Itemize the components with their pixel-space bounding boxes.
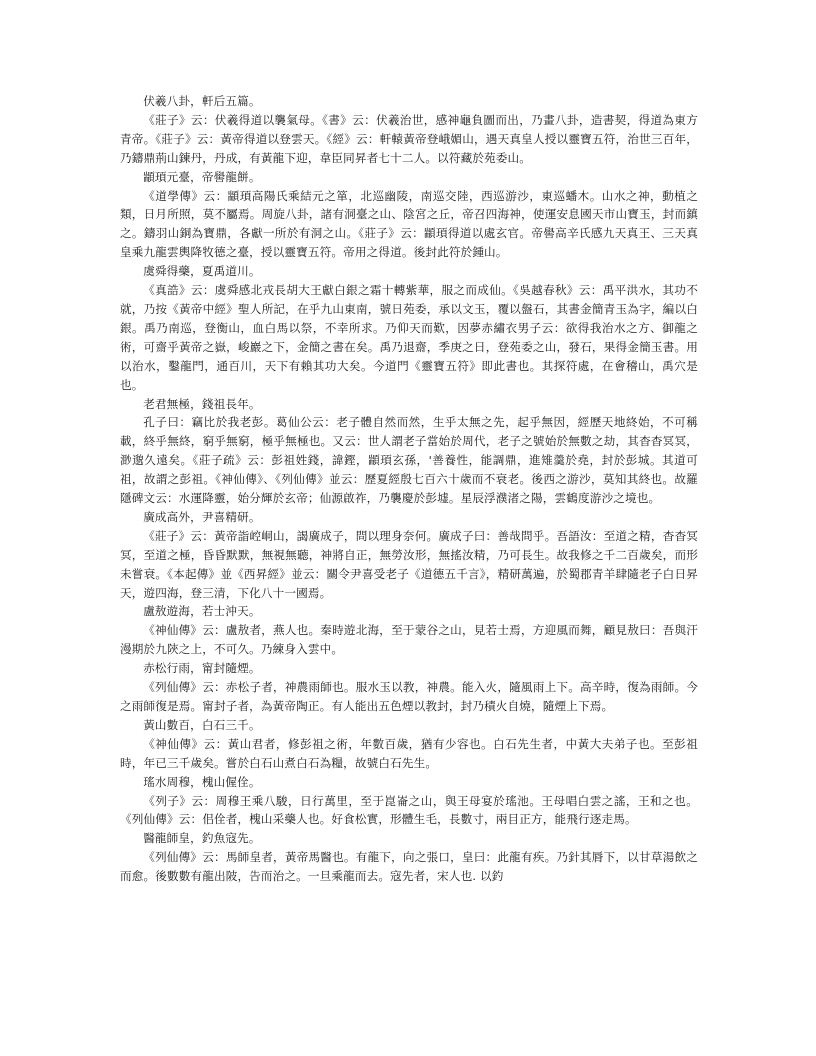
commentary-paragraph: 《莊子》云：黃帝詣崆峒山，謁廣成子，問以理身奈何。廣成子曰：善哉問乎。吾語汝：至道之精，杳杳冥冥，至道之極，昏昏默默，無視無聽，神將自正，無勞汝形，無搖汝精，乃可長生。故我修之千二百歲矣，而形未嘗衰。《本起傳》並《西昇經》並云：關令尹喜受老子《道德五千言》，精研萬遍，於蜀郡青羊肆隨老子白日昇天，遊四海，登三清，下化八十一國焉。 — [120, 528, 698, 600]
commentary-paragraph: 《列仙傳》云：馬師皇者，黃帝馬醫也。有龍下，向之張口，皇曰：此龍有疾。乃針其脣下，以甘草湯飲之而愈。後數數有龍出陂，告而治之。一旦乘龍而去。寇先者，宋人也. 以釣 — [120, 850, 698, 884]
commentary-paragraph: 《神仙傳》云：黃山君者，修彭祖之術，年數百歲，猶有少容也。白石先生者，中黃大夫弟子也。至彭祖時，年已三千歲矣。嘗於白石山煮白石為糧，故號白石先生。 — [120, 736, 698, 770]
verse-heading: 瑤水周穆，槐山偓佺。 — [143, 774, 261, 789]
verse-heading: 醫龍師皇，釣魚寇先。 — [143, 831, 261, 846]
verse-heading: 廣成高外，尹喜精研。 — [143, 509, 261, 524]
verse-heading: 虞舜得藥，夏禹道川。 — [143, 264, 261, 279]
commentary-paragraph: 《莊子》云：伏羲得道以襲氣母。《書》云：伏羲治世，感神龜負圖而出，乃畫八卦，造書契，得道為東方青帝。《莊子》云：黃帝得道以登雲天。《經》云：軒轅黃帝登峨媚山，遇天真皇人授以靈寶五符，治世三百年，乃鑄鼎荊山鍊丹，丹成，有黃龍下迎，韋臣同昇者七十二人。以符藏於苑委山。 — [120, 112, 698, 165]
commentary-paragraph: 《神仙傳》云：盧敖者，燕人也。秦時遊北海，至于蒙谷之山，見若士焉，方迎風而舞，顧見敖曰：吾與汗漫期於九陝之上，不可久。乃練身入雲中。 — [120, 623, 698, 657]
document-page — [120, 92, 698, 886]
verse-heading: 老君無極，錢祖長年。 — [143, 396, 261, 411]
verse-heading: 黃山數百，白石三千。 — [143, 717, 261, 732]
commentary-paragraph: 《真誥》云：虞舜感北戎長胡大王獻白銀之霜十轉紫華，服之而成仙。《吳越春秋》云：禹平洪水，其功不就，乃按《黃帝中經》聖人所記，在乎九山東南，號日苑委，承以文玉，覆以盤石，其書金簡青玉為字，編以白銀。禹乃南巡，登衡山，血白馬以祭，不幸所求。乃仰天而歎，因夢赤繡衣男子云：欲得我治水之方、御龍之術，可齋乎黃帝之嶽，峻巖之下，金簡之書在矣。禹乃退齋，季庚之日，登苑委之山，發石，果得金簡玉書。用以治水，鑿龍門，通百川，天下有賴其功大矣。今道門《靈寶五符》即此書也。其探符處，在會稽山，禹穴是也。 — [120, 283, 698, 392]
verse-heading: 伏羲八卦，軒后五篇。 — [143, 94, 261, 108]
verse-heading: 赤松行雨，甯封隨煙。 — [143, 661, 261, 676]
commentary-paragraph: 孔子曰：竊比於我老彭。葛仙公云：老子體自然而然，生乎太無之先，起乎無因，經歷天地終始，不可稱載，終乎無終，窮乎無窮，極乎無極也。又云：世人謂老子當始於周代，老子之號始於無數之劫，其杳杳冥冥，渺邈久遠矣。《莊子疏》云：彭祖姓錢，諱鏗，顓頊玄孫，'善養性，能調鼎，進雉羹於堯，封於彭城。其道可祖，故謂之彭祖。《神仙傳》、《列仙傳》並云：歷夏經殷七百六十歲而不衰老。後西之游沙，莫知其終也。故羅隱碑文云：水運降靈，始分輝於玄帝；仙源啟祚，乃襲慶於彭墟。星辰浮濮渚之陽，雲鶴度游沙之境也。 — [120, 415, 698, 506]
commentary-paragraph: 《列子》云：周穆王乘八駿，日行萬里，至于崑崙之山，與王母宴於瑤池。王母唱白雲之謠，王和之也。《列仙傳》云：佀佺者，槐山采藥人也。好食松實，形體生毛，長數寸，兩目正方，能飛行逐走馬。 — [120, 793, 698, 827]
commentary-paragraph: 《列仙傳》云：赤松子者，神農雨師也。服水玉以教，神農。能入火，隨風雨上下。高辛時，復為雨師。今之雨師復是焉。甯封子者，為黃帝陶正。有人能出五色煙以教封，封乃積火自燒，隨煙上下焉。 — [120, 680, 698, 713]
verse-heading: 盧敖遊海，若士沖天。 — [143, 604, 261, 619]
commentary-paragraph: 《道學傳》云：顓頊高陽氏乘結元之箪，北巡幽陵，南巡交陸，西巡游沙，東巡蟠木。山水之神，動植之類，日月所照，莫不屬焉。周旋八卦，諸有洞臺之山、陰宮之丘，帝召四海神，使運安息國天市山寶玉，封而鎮之。鑄羽山銅為寶鼎，各獻一所於有洞之山。《莊子》云：顓頊得道以處玄官。帝嚳高辛氏感九天真王、三天真皇乘九龍雲輿降牧德之臺，授以靈寶五符。帝用之得道。後封此符於鍾山。 — [120, 188, 698, 260]
verse-heading: 顓頊元臺，帝嚳龍餅。 — [143, 169, 261, 184]
